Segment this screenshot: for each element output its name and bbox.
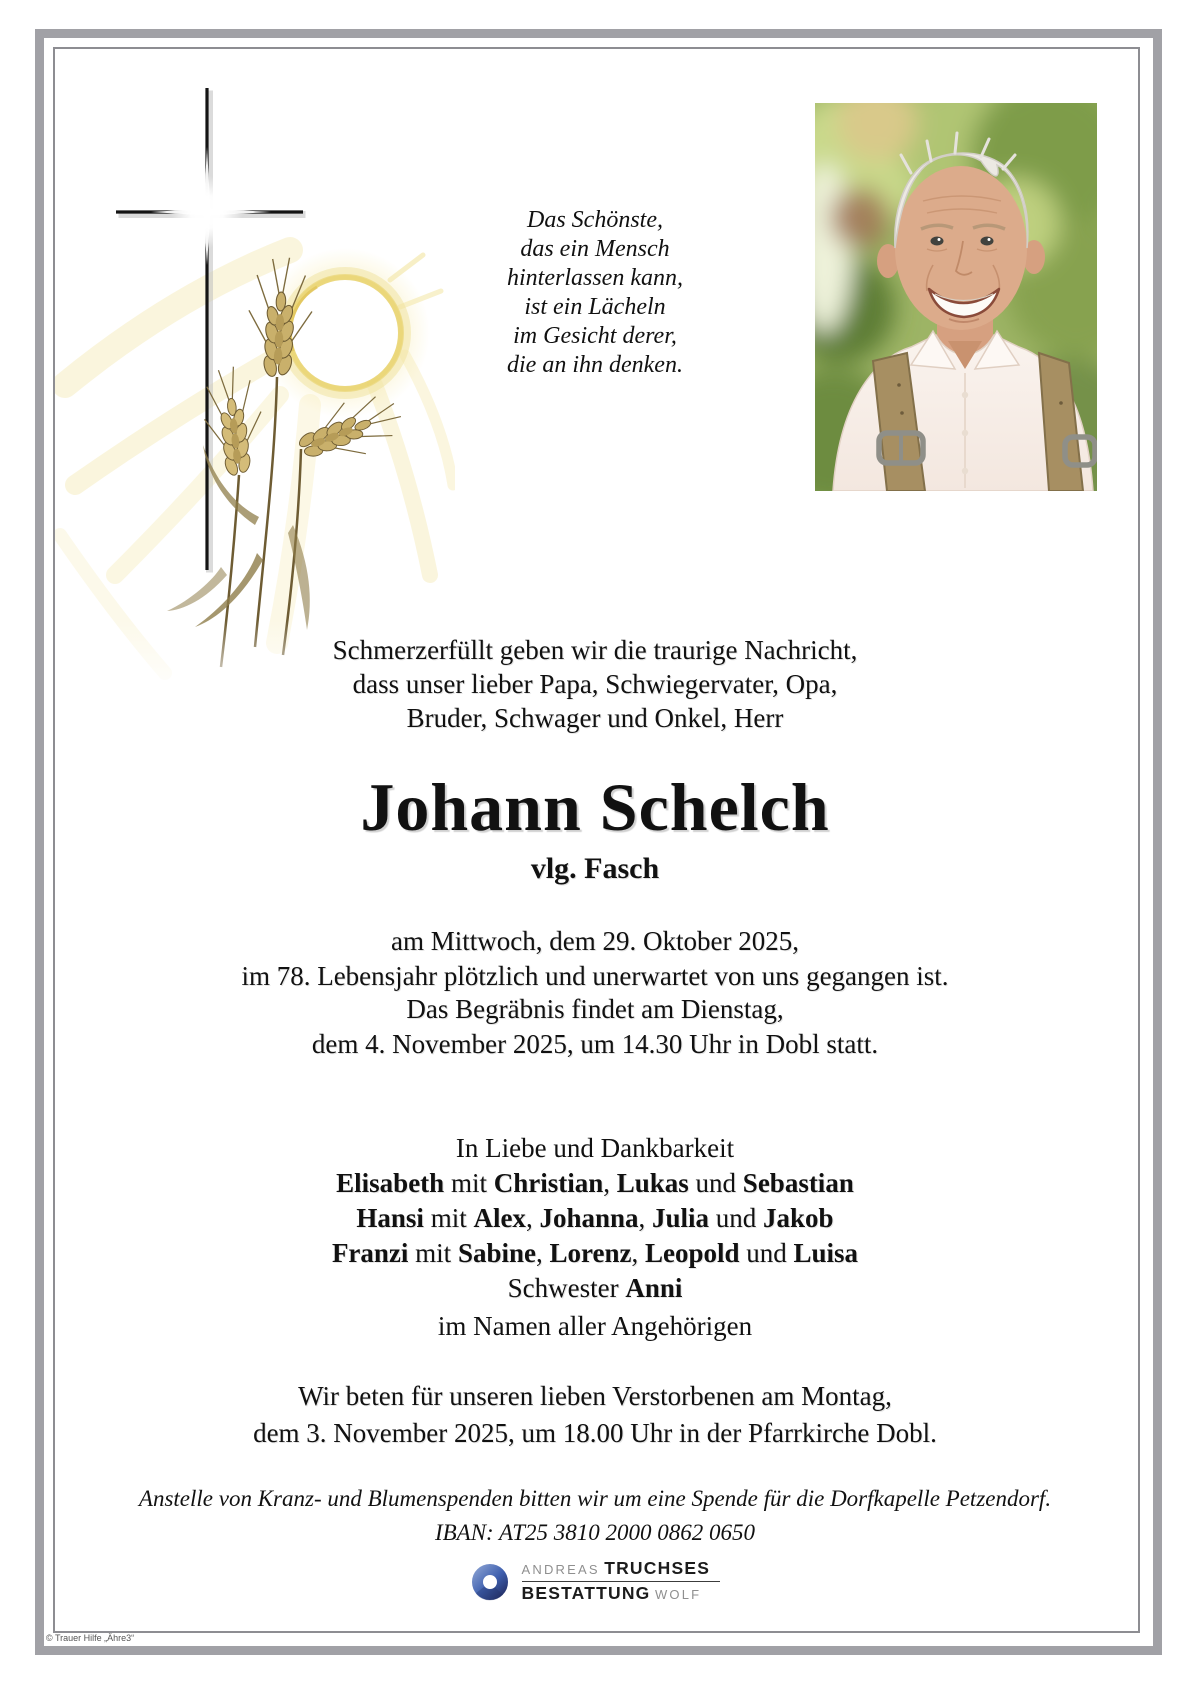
poem-line: Das Schönste, bbox=[527, 207, 663, 233]
family-line: Schwester Anni bbox=[507, 1273, 683, 1303]
poem-line: im Gesicht derer, bbox=[513, 323, 677, 349]
passing-line: am Mittwoch, dem 29. Oktober 2025, bbox=[391, 926, 799, 956]
logo-line-1: ANDREAS TRUCHSES bbox=[521, 1558, 711, 1578]
deceased-vulgo-name: vlg. Fasch bbox=[530, 852, 660, 885]
logo-text bbox=[522, 1559, 720, 1604]
prayer-line: Wir beten für unseren lieben Verstorbenen am Montag, bbox=[298, 1381, 892, 1411]
donation-note bbox=[0, 1482, 1190, 1550]
family-line: Franzi mit Sabine, Lorenz, Leopold und Luisa bbox=[331, 1238, 859, 1268]
prayer-info bbox=[0, 1378, 1190, 1452]
deceased-name: Johann Schelch bbox=[360, 769, 830, 845]
copyright-note: © Trauer Hilfe „Ähre3“ bbox=[46, 1633, 135, 1643]
family-line: Elisabeth mit Christian, Lukas und Sebastian bbox=[336, 1168, 854, 1198]
announcement-line: Schmerzerfüllt geben wir die traurige Nachricht, bbox=[332, 635, 858, 665]
blue-ring-icon bbox=[471, 1563, 509, 1601]
poem-line: ist ein Lächeln bbox=[524, 294, 666, 320]
poem-line: die an ihn denken. bbox=[507, 352, 683, 378]
funeral-home-logo bbox=[0, 1559, 1190, 1604]
prayer-line: dem 3. November 2025, um 18.00 Uhr in der Pfarrkirche Dobl. bbox=[253, 1418, 937, 1448]
announcement-line: Bruder, Schwager und Onkel, Herr bbox=[406, 703, 784, 733]
funeral-info bbox=[0, 992, 1190, 1062]
donation-line: IBAN: AT25 3810 2000 0862 0650 bbox=[434, 1520, 756, 1545]
passing-info bbox=[0, 924, 1190, 994]
mourners-intro: In Liebe und Dankbarkeit bbox=[455, 1133, 735, 1163]
logo-line-2: BESTATTUNG WOLF bbox=[521, 1583, 702, 1603]
donation-line: Anstelle von Kranz- und Blumenspenden bitten wir um eine Spende für die Dorfkapelle Petzendorf. bbox=[138, 1486, 1052, 1511]
announcement bbox=[0, 633, 1190, 735]
funeral-line: Das Begräbnis findet am Dienstag, bbox=[406, 994, 784, 1024]
poem-line: hinterlassen kann, bbox=[507, 265, 683, 291]
funeral-line: dem 4. November 2025, um 14.30 Uhr in Dobl statt. bbox=[311, 1029, 879, 1059]
family-line: Hansi mit Alex, Johanna, Julia und Jakob bbox=[356, 1203, 834, 1233]
passing-line: im 78. Lebensjahr plötzlich und unerwartet von uns gegangen ist. bbox=[241, 961, 949, 991]
mourners-closing: im Namen aller Angehörigen bbox=[437, 1311, 753, 1341]
poem-line: das ein Mensch bbox=[520, 236, 670, 262]
logo-divider bbox=[522, 1581, 720, 1582]
announcement-line: dass unser lieber Papa, Schwiegervater, Opa, bbox=[352, 669, 838, 699]
family-list bbox=[0, 1166, 1190, 1306]
poem bbox=[0, 206, 1190, 380]
